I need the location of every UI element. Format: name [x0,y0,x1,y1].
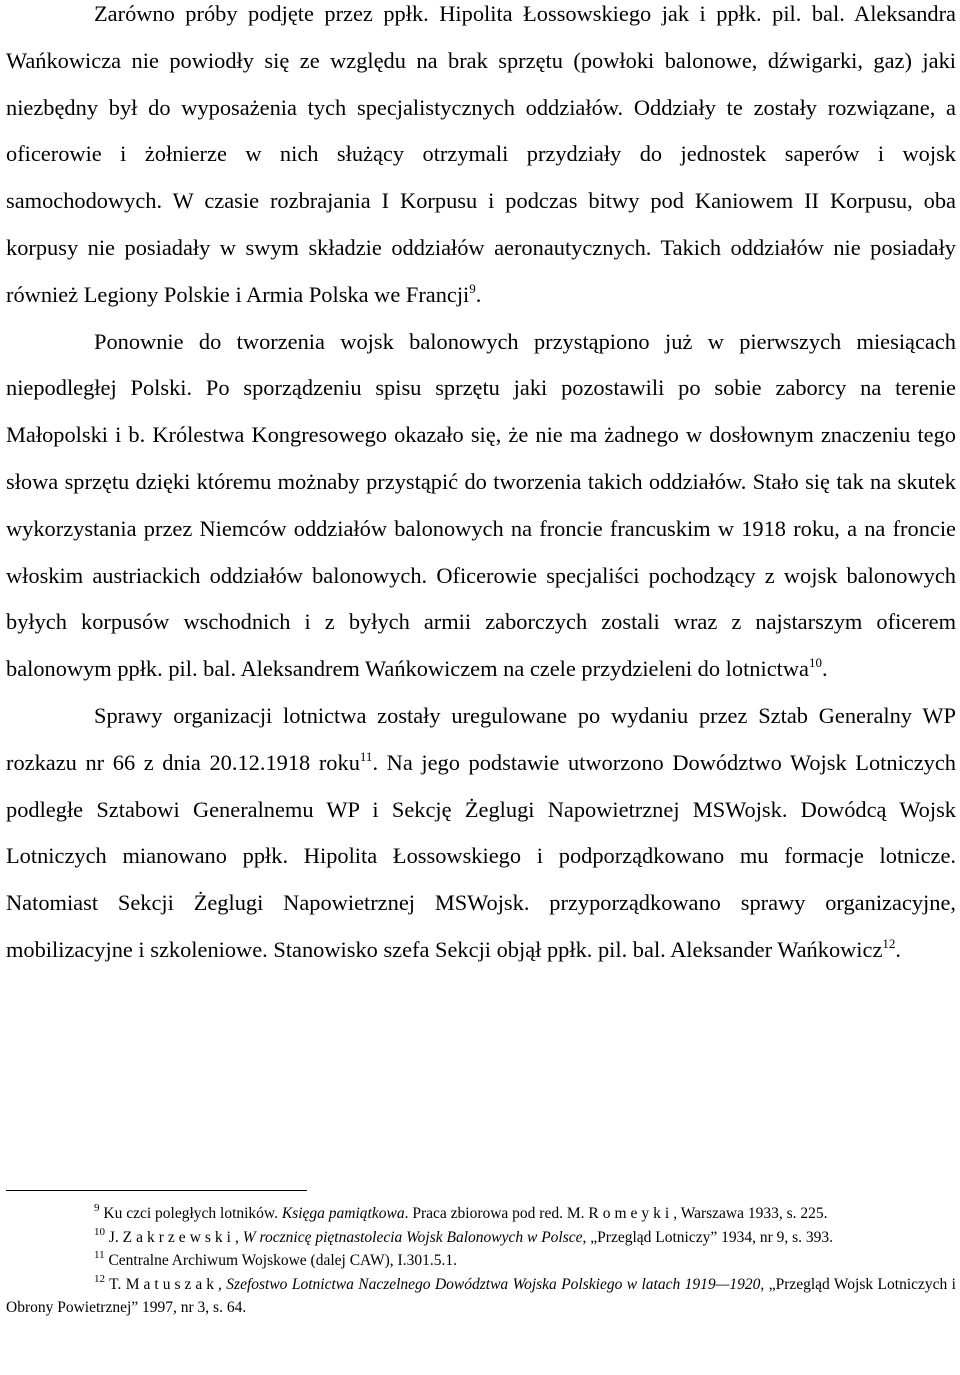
footnote-title: W rocznicę piętnastolecia Wojsk Balonowych w Polsce [242,1228,583,1246]
footnote-author: Matuszak [125,1275,218,1293]
paragraph-2-text-a: Ponownie do tworzenia wojsk balonowych przystąpiono już w pierwszych miesiącach niepodległej Polski. Po sporządzeniu spisu sprzętu jaki pozostawili po sobie zaborcy na terenie Małopolski i b. Królestwa Kongresowego okazało się, że nie ma żadnego w dosłownym znaczeniu tego słowa sprzętu dzięki któremu możnaby przystąpić do tworzenia takich oddziałów. Stało się tak na skutek wykorzystania przez Niemców oddziałów balonowych na froncie francuskim w 1918 roku, a na froncie włoskim austriackich oddziałów balonowych. Oficerowie specjaliści pochodzący z wojsk balonowych byłych korpusów wschodnich i z byłych armii zaborczych zostali wraz z najstarszym oficerem balonowym ppłk. pil. bal. Aleksandrem Wańkowiczem na czele przydzieleni do lotnictwa [6,328,956,682]
footnote-separator [6,1190,307,1191]
paragraph-1-text-b: . [475,281,482,307]
footnote-text: . Praca zbiorowa pod red. M. [404,1205,589,1222]
footnote-title: Szefostwo Lotnictwa Naczelnego Dowództwa Wojska Polskiego w latach 1919—1920 [226,1275,761,1293]
body-text [6,0,956,974]
paragraph-3-text-c: . [895,936,902,962]
footnote-ref-10[interactable]: 10 [808,655,822,671]
paragraph-1 [6,0,956,319]
footnote-10 [6,1226,956,1250]
footnote-text: Ku czci poległych lotników. [99,1205,282,1222]
footnote-text: , [218,1275,227,1293]
footnote-11 [6,1249,956,1273]
paragraph-1-text-a: Zarówno próby podjęte przez ppłk. Hipolita Łossowskiego jak i ppłk. pil. bal. Aleksandra Wańkowicza nie powiodły się ze względu na brak sprzętu (powłoki balonowe, dźwigarki, gaz) jaki niezbędny był do wyposażenia tych specjalistycznych oddziałów. Oddziały te zostały rozwiązane, a oficerowie i żołnierze w nich służący otrzymali przydziały do jednostek saperów i wojsk samochodowych. W czasie rozbrajania I Korpusu i podczas bitwy pod Kaniowem II Korpusu, oba korpusy nie posiadały w swym składzie oddziałów aeronautycznych. Takich oddziałów nie posiadały również Legiony Polskie i Armia Polska we Francji [6,1,956,307]
footnote-text: , [234,1228,243,1246]
footnote-9 [6,1202,956,1226]
paragraph-3-text-b: . Na jego podstawie utworzono Dowództwo Wojsk Lotniczych podległe Sztabowi Generalnemu WP i Sekcję Żeglugi Napowietrznej MSWojsk. Dowódcą Wojsk Lotniczych mianowano ppłk. Hipolita Łossowskiego i podporządkowano mu formacje lotnicze. Natomiast Sekcji Żeglugi Napowietrznej MSWojsk. przyporządkowano sprawy organizacyjne, mobilizacyjne i szkoleniowe. Stanowisko szefa Sekcji objął ppłk. pil. bal. Aleksander Wańkowicz [6,749,956,962]
footnote-number: 10 [94,1225,105,1238]
footnote-text: Centralne Archiwum Wojskowe (dalej CAW), I.301.5.1. [104,1252,457,1270]
footnote-number: 11 [94,1249,105,1262]
footnote-text: , Warszawa 1933, s. 225. [673,1205,828,1222]
footnote-title: Księga pamiątkowa [281,1205,405,1222]
footnote-12 [6,1273,956,1320]
footnotes [6,1202,956,1320]
footnote-text: J. [105,1228,123,1246]
footnote-text: , „Przegląd Wojsk Lotniczych i Obrony Powietrznej” 1997, nr 3, s. 64. [6,1275,956,1317]
paragraph-3-text-a: Sprawy organizacji lotnictwa zostały uregulowane po wydaniu przez Sztab Generalny WP rozkazu nr 66 z dnia 20.12.1918 roku [6,702,956,775]
paragraph-2 [6,319,956,693]
footnote-text: T. [105,1275,126,1293]
footnote-number: 12 [94,1272,105,1285]
footnote-ref-12[interactable]: 12 [882,935,896,951]
document-page [6,0,956,1317]
footnote-ref-9[interactable]: 9 [469,280,476,296]
footnote-author: Romeyki [588,1205,674,1222]
paragraph-3 [6,693,956,974]
paragraph-2-text-b: . [821,656,828,682]
footnote-text: , „Przegląd Lotniczy” 1934, nr 9, s. 393. [582,1228,834,1246]
footnote-number: 9 [94,1202,100,1214]
footnote-ref-11[interactable]: 11 [359,748,373,764]
footnote-author: Zakrzewski [122,1228,235,1246]
